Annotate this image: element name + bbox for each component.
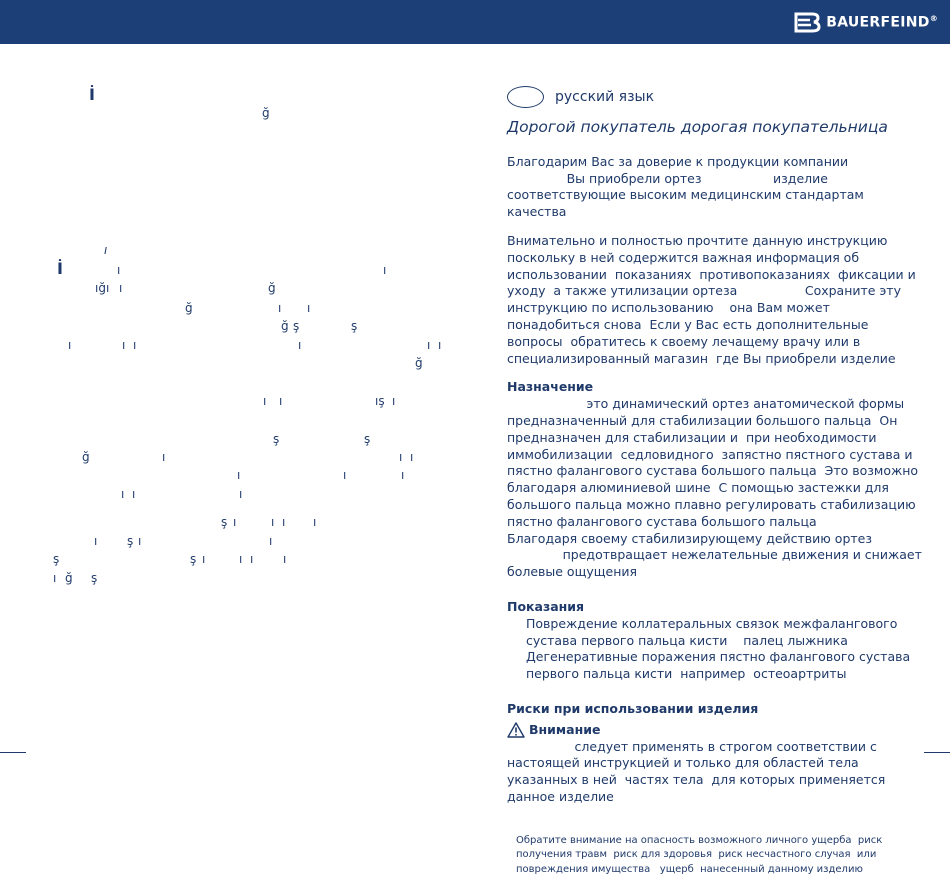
fragment-glyph: ı	[427, 338, 431, 352]
fragment-glyph: ı	[283, 552, 287, 566]
fragment-glyph: ı	[307, 301, 311, 315]
brand	[794, 10, 938, 34]
fragment-glyph: ş	[293, 319, 300, 333]
text-line: благодаря алюминиевой шине С помощью застежки для	[507, 480, 889, 496]
fragment-glyph: ı	[133, 338, 137, 352]
fragment-glyph: ı	[233, 515, 237, 529]
indications-heading: Показания	[507, 598, 585, 614]
language-row	[507, 84, 907, 110]
fragment-glyph: ı	[278, 301, 282, 315]
page-marker-right	[924, 752, 950, 753]
fragment-glyph: ı	[202, 552, 206, 566]
fragment-glyph: ı	[399, 450, 403, 464]
fragment-glyph: ğ	[82, 450, 90, 464]
text-line: вопросы обратитесь к своему лечащему врачу или в	[507, 333, 861, 349]
fragment-glyph: ı	[237, 468, 241, 482]
fragment-glyph: ı	[401, 468, 405, 482]
fragment-glyph: ı	[68, 338, 72, 352]
purpose-paragraph	[507, 396, 922, 581]
fragment-glyph: ı	[298, 338, 302, 352]
text-line: болевые ощущения	[507, 564, 638, 580]
text-line: использовании показаниях противопоказаниях фиксации и	[507, 266, 916, 282]
fragment-glyph: ı	[410, 450, 414, 464]
text-line: предназначенный для стабилизации большого пальца Он	[507, 412, 898, 428]
text-line: пястно фалангового сустава большого пальца Это возможно	[507, 463, 919, 479]
purpose-heading: Назначение	[507, 379, 594, 395]
read-paragraph	[507, 232, 916, 367]
fragment-glyph: ı	[119, 281, 123, 295]
fragment-glyph: ı	[250, 552, 254, 566]
text-line: настоящей инструкцией и только для областей тела	[507, 755, 859, 771]
fragment-glyph: ı	[282, 515, 286, 529]
fragment-glyph: ı	[313, 515, 317, 529]
fragment-glyph: ı	[121, 487, 125, 501]
fragment-glyph: ı	[239, 552, 243, 566]
text-line: Внимательно и полностью прочтите данную инструкцию	[507, 232, 888, 248]
text-line: большого пальца можно плавно регулировать стабилизацию	[507, 496, 916, 512]
page-marker-left	[0, 752, 26, 753]
fragment-glyph: ı	[271, 515, 275, 529]
warning-row	[507, 722, 907, 739]
text-line: указанных в ней частях тела для которых применяется	[507, 772, 886, 788]
fragment-glyph: ş	[190, 552, 197, 566]
fragment-glyph: ş	[221, 515, 228, 529]
text-line: пястно фалангового сустава большого пальца	[507, 513, 817, 529]
list-item: первого пальца кисти например остеоартриты	[526, 666, 847, 682]
risks-heading: Риски при использовании изделия	[507, 700, 759, 716]
fragment-glyph: ş	[127, 534, 134, 548]
text-line: соответствующие высоким медицинским стандартам	[507, 187, 864, 203]
text-line: Благодарим Вас за доверие к продукции компании	[507, 153, 849, 169]
fragment-glyph: ş	[53, 552, 60, 566]
language-oval-icon	[507, 86, 544, 108]
fragment-glyph: ş	[273, 432, 280, 446]
fragment-glyph: ğ	[262, 106, 270, 120]
fragment-glyph: İ	[89, 85, 95, 104]
fragment-glyph: İ	[57, 259, 63, 278]
list-item: Дегенеративные поражения пястно фалангового сустава	[526, 649, 911, 665]
brand-name: BAUERFEIND®	[826, 13, 938, 31]
fragment-glyph: ş	[91, 571, 98, 585]
fragment-glyph: ı	[117, 263, 121, 277]
text-line: уходу а также утилизации ортеза Сохраните эту	[507, 283, 901, 299]
warning-triangle-icon	[507, 722, 525, 738]
intro-paragraph	[507, 154, 907, 221]
text-line: специализированный магазин где Вы приобрели изделие	[507, 350, 896, 366]
bauerfeind-logo-icon	[794, 10, 822, 34]
fragment-glyph: ğ	[185, 301, 193, 315]
text-line: иммобилизации седловидного запястно пястного сустава и	[507, 446, 913, 462]
list-item: сустава первого пальца кисти палец лыжника	[526, 632, 848, 648]
fragment-glyph: ş	[351, 319, 358, 333]
fragment-glyph: ğ	[65, 571, 73, 585]
fragment-glyph: ı	[269, 534, 273, 548]
fragment-glyph: ı	[104, 243, 108, 257]
text-line: Благодаря своему стабилизирующему действию ортез	[507, 530, 872, 546]
text-line: понадобиться снова Если у Вас есть дополнительные	[507, 316, 869, 332]
language-label: русский язык	[555, 88, 655, 105]
text-line: предназначен для стабилизации и при необходимости	[507, 429, 877, 445]
fragment-glyph: ğ	[281, 319, 289, 333]
text-line: данное изделие	[507, 788, 614, 804]
text-line: качества	[507, 204, 567, 220]
fragment-glyph: ı	[122, 338, 126, 352]
greeting: Дорогой покупатель дорогая покупательница	[507, 118, 888, 136]
fragment-glyph: ı	[392, 394, 396, 408]
fragment-glyph: ı	[438, 338, 442, 352]
text-line: следует применять в строгом соответствии с	[507, 738, 877, 754]
fragment-glyph: ış	[375, 394, 385, 408]
text-line: предотвращает нежелательные движения и снижает	[507, 547, 922, 563]
safety-note	[507, 834, 907, 878]
header-bar	[0, 0, 950, 44]
fragment-glyph: ğ	[415, 356, 423, 370]
fragment-glyph: ğ	[268, 281, 276, 295]
text-line: инструкцию по использованию она Вам может	[507, 300, 830, 316]
list-item: Повреждение коллатеральных связок межфалангового	[526, 615, 898, 631]
fragment-glyph: ı	[138, 534, 142, 548]
fragment-glyph: ı	[263, 394, 267, 408]
text-line: Вы приобрели ортез изделие	[507, 170, 828, 186]
fragment-glyph: ığı	[95, 281, 110, 295]
note-line: повреждения имущества ущерб нанесенный данному изделию	[516, 863, 863, 875]
fragment-glyph: ı	[383, 263, 387, 277]
indications-list	[507, 615, 911, 683]
risks-paragraph	[507, 739, 907, 806]
note-line: Обратите внимание на опасность возможного личного ущерба риск	[516, 834, 883, 846]
fragment-glyph: ı	[343, 468, 347, 482]
fragment-glyph: ı	[279, 394, 283, 408]
fragment-glyph: ş	[364, 432, 371, 446]
text-line: поскольку в ней содержится важная информация об	[507, 249, 860, 265]
fragment-glyph: ı	[53, 571, 57, 585]
fragment-glyph: ı	[94, 534, 98, 548]
text-line: это динамический ортез анатомической формы	[507, 396, 905, 412]
fragment-glyph: ı	[162, 450, 166, 464]
instruction-column	[507, 84, 922, 877]
note-line: получения травм риск для здоровья риск несчастного случая или	[516, 849, 877, 861]
warning-label: Внимание	[529, 721, 601, 737]
fragment-glyph: ı	[239, 487, 243, 501]
fragment-glyph: ı	[132, 487, 136, 501]
